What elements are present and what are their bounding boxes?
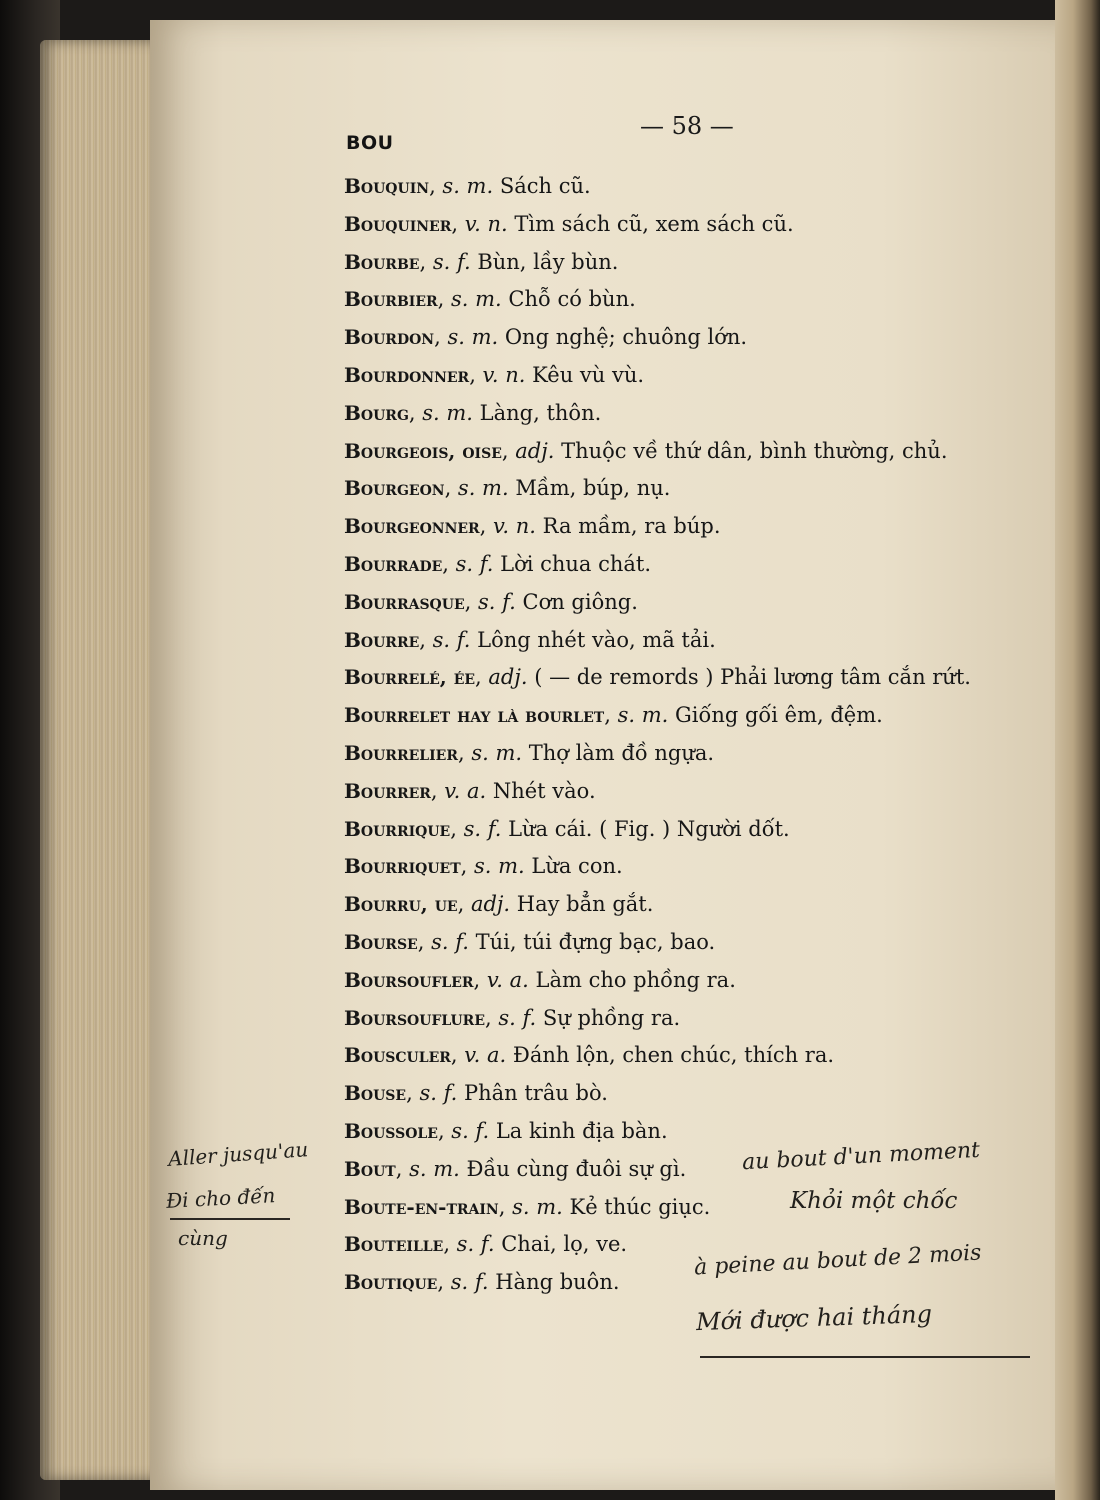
entry-definition: Phân trâu bò. [463,1081,608,1106]
margin-note-left-2: Đi cho đến [165,1183,276,1213]
dictionary-entry: Bouquin, s. m. Sách cũ. [344,174,591,198]
dictionary-entry: Bouquiner, v. n. Tìm sách cũ, xem sách cũ. [344,211,794,236]
entry-grammar: adj. [515,438,555,463]
dictionary-entry: Boute-en-train, s. m. Kẻ thúc giục. [344,1194,711,1219]
entry-headword: Bourrelet hay là bourlet [344,703,605,728]
entry-headword: Bourrade [344,551,443,576]
entry-grammar: s. f. [432,249,471,274]
dictionary-entry: Bourru, ue, adj. Hay bẳn gắt. [344,892,654,917]
entry-grammar: s. m. [447,325,499,350]
entry-headword: Bout [344,1156,396,1181]
margin-note-right-2: Khỏi một chốc [790,1188,958,1214]
dictionary-entries [344,168,1044,1302]
dictionary-entry: Bourriquet, s. m. Lừa con. [344,854,623,879]
entry-definition: La kinh địa bàn. [495,1118,668,1143]
dictionary-entry: Bouteille, s. f. Chai, lọ, ve. [344,1232,628,1257]
entry-definition: Sách cũ. [499,174,591,198]
entry-definition: Mầm, búp, nụ. [515,476,671,501]
page-stack-edges [40,40,160,1480]
entry-grammar: s. f. [498,1005,537,1030]
entry-definition: Kẻ thúc giục. [569,1194,711,1219]
entry-grammar: s. m. [471,740,523,765]
dictionary-entry: Bourrelé, ée, adj. ( — de remords ) Phải lương tâm cắn rứt. [344,665,971,690]
entry-headword: Bourdonner [344,362,470,387]
entry-definition: Ong nghệ; chuông lớn. [504,325,748,350]
dictionary-entry: Boutique, s. f. Hàng buôn. [344,1270,620,1295]
entry-headword: Bourrasque [344,589,465,614]
dictionary-entry: Bourrelier, s. m. Thợ làm đồ ngựa. [344,740,715,765]
dictionary-entry: Bourdonner, v. n. Kêu vù vù. [344,362,645,387]
dictionary-entry: Bouse, s. f. Phân trâu bò. [344,1081,608,1106]
dictionary-entry: Bourgeois, oise, adj. Thuộc về thứ dân, bình thường, chủ. [344,438,948,463]
entry-definition: Lừa con. [531,854,623,879]
entry-definition: Làm cho phồng ra. [535,967,736,992]
entry-definition: Túi, túi đựng bạc, bao. [475,929,716,954]
margin-note-right-4: Mới được hai tháng [695,1299,933,1337]
entry-headword: Boursouflure [344,1005,485,1030]
running-header: BOU [346,132,394,154]
entry-grammar: s. m. [442,174,494,198]
entry-grammar: adj. [488,665,528,690]
entry-headword: Bourdon [344,325,435,350]
entry-grammar: s. m. [617,703,669,728]
entry-headword: Boussole [344,1118,438,1143]
entry-definition: Hàng buôn. [495,1270,620,1295]
entry-headword: Bourg [344,400,409,425]
entry-definition: Đầu cùng đuôi sự gì. [466,1156,687,1181]
entry-definition: Bùn, lầy bùn. [477,249,619,274]
margin-note-underline [170,1218,290,1220]
entry-headword: Bousculer [344,1043,451,1068]
entry-grammar: s. m. [512,1194,563,1219]
entry-definition: Nhét vào. [492,778,596,803]
entry-grammar: s. m. [451,287,502,312]
entry-headword: Bouquin [344,174,430,198]
entry-headword: Boursoufler [344,967,474,992]
entry-grammar: s. m. [422,400,473,425]
margin-note-right-underline [700,1356,1030,1358]
entry-headword: Bourgeois, oise [344,438,502,463]
entry-headword: Bourgeon [344,476,445,501]
dictionary-entry: Bourrique, s. f. Lừa cái. ( Fig. ) Người dốt. [344,816,790,841]
facing-page-edge [1055,0,1100,1500]
entry-grammar: s. m. [457,476,509,501]
entry-definition: Cơn giông. [522,589,638,614]
entry-headword: Bouteille [344,1232,444,1257]
dictionary-entry: Bourbe, s. f. Bùn, lầy bùn. [344,249,619,274]
entry-headword: Boutique [344,1270,438,1295]
entry-headword: Bourre [344,627,420,652]
entry-grammar: v. n. [482,362,526,387]
entry-definition: Lừa cái. ( Fig. ) Người dốt. [508,816,790,841]
entry-grammar: s. f. [431,929,469,954]
entry-definition: Tìm sách cũ, xem sách cũ. [514,211,794,236]
dictionary-entry: Bourre, s. f. Lông nhét vào, mã tải. [344,627,716,652]
dictionary-entry: Boussole, s. f. La kinh địa bàn. [344,1118,668,1143]
entry-grammar: s. m. [473,854,525,879]
page-number: — 58 — [640,112,734,140]
entry-headword: Bourrelier [344,740,458,765]
entry-grammar: s. f. [419,1081,458,1106]
entry-grammar: s. f. [451,1118,490,1143]
entry-grammar: v. a. [486,967,529,992]
entry-headword: Bourriquet [344,854,461,879]
entry-definition: Chỗ có bùn. [508,287,636,312]
entry-definition: Đánh lộn, chen chúc, thích ra. [512,1043,835,1068]
entry-definition: Lông nhét vào, mã tải. [477,627,716,652]
dictionary-entry: Bourg, s. m. Làng, thôn. [344,400,602,425]
entry-headword: Bouse [344,1081,407,1106]
entry-grammar: v. n. [464,211,508,236]
entry-definition: Ra mầm, ra búp. [542,514,721,539]
entry-headword: Bourgeonner [344,514,480,539]
dictionary-entry: Bout, s. m. Đầu cùng đuôi sự gì. [344,1156,687,1181]
bleed-through-mark [1080,110,1094,150]
entry-definition: ( — de remords ) Phải lương tâm cắn rứt. [534,665,971,690]
dictionary-entry: Bourrade, s. f. Lời chua chát. [344,551,652,576]
dictionary-entry: Bousculer, v. a. Đánh lộn, chen chúc, thích ra. [344,1043,835,1068]
entry-headword: Bourrelé, ée [344,665,476,690]
dictionary-entry: Bourdon, s. m. Ong nghệ; chuông lớn. [344,325,748,350]
entry-grammar: s. f. [455,551,494,576]
entry-definition: Sự phồng ra. [542,1005,681,1030]
entry-definition: Làng, thôn. [479,400,602,425]
entry-definition: Lời chua chát. [500,551,652,576]
entry-headword: Bourrer [344,778,431,803]
margin-note-left-1: Aller jusqu'au [167,1137,309,1171]
entry-definition: Giống gối êm, đệm. [675,703,883,728]
entry-headword: Boute-en-train [344,1194,499,1219]
dictionary-entry: Bourse, s. f. Túi, túi đựng bạc, bao. [344,929,716,954]
margin-note-left-3: cùng [178,1226,228,1250]
entry-headword: Bourbe [344,249,420,274]
entry-grammar: s. f. [463,816,502,841]
entry-headword: Bourse [344,929,418,954]
dictionary-entry: Bourrasque, s. f. Cơn giông. [344,589,638,614]
entry-grammar: s. f. [432,627,471,652]
entry-definition: Thuộc về thứ dân, bình thường, chủ. [561,438,948,463]
entry-definition: Chai, lọ, ve. [501,1232,628,1257]
dictionary-entry: Bourrer, v. a. Nhét vào. [344,778,596,803]
entry-headword: Bourbier [344,287,438,312]
dictionary-entry: Bourgeon, s. m. Mầm, búp, nụ. [344,476,671,501]
entry-headword: Bourru, ue [344,892,458,917]
entry-grammar: s. f. [478,589,516,614]
entry-definition: Thợ làm đồ ngựa. [528,740,715,765]
margin-note-right-1: au bout d'un moment [741,1137,981,1176]
entry-grammar: adj. [470,892,511,917]
entry-definition: Kêu vù vù. [532,362,645,387]
entry-headword: Bourrique [344,816,451,841]
dictionary-entry: Boursoufler, v. a. Làm cho phồng ra. [344,967,736,992]
dictionary-entry: Bourgeonner, v. n. Ra mầm, ra búp. [344,514,721,539]
margin-note-right-3: à peine au bout de 2 mois [693,1240,983,1281]
entry-grammar: v. a. [464,1043,507,1068]
entry-grammar: s. f. [450,1270,489,1295]
dictionary-entry: Bourbier, s. m. Chỗ có bùn. [344,287,636,312]
entry-grammar: s. m. [409,1156,460,1181]
dictionary-entry: Boursouflure, s. f. Sự phồng ra. [344,1005,681,1030]
dictionary-entry: Bourrelet hay là bourlet, s. m. Giống gối êm, đệm. [344,703,883,728]
entry-definition: Hay bẳn gắt. [516,892,654,917]
entry-grammar: v. a. [444,778,487,803]
entry-headword: Bouquiner [344,211,452,236]
entry-grammar: s. f. [456,1232,495,1257]
entry-grammar: v. n. [493,514,536,539]
